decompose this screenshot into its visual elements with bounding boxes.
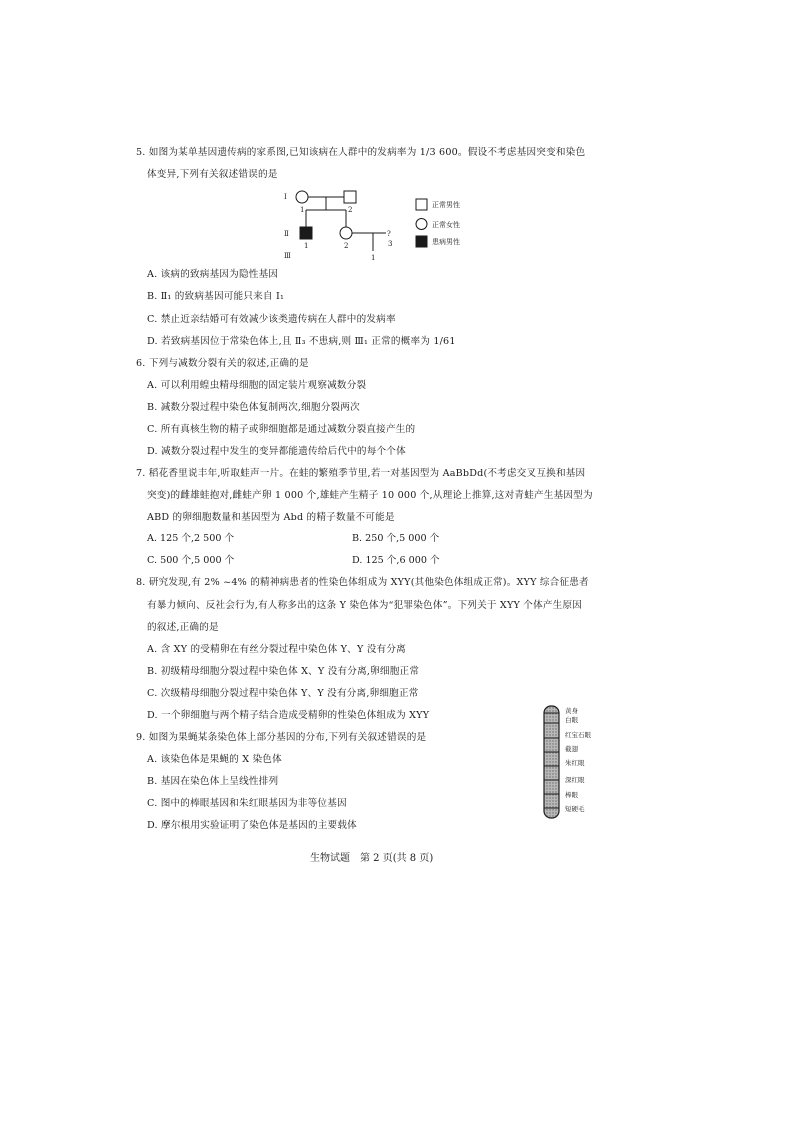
gene-label-ruby-eye: 红宝石眼 — [565, 731, 591, 739]
q5-stem-line2: 体变异,下列有关叙述错误的是 — [147, 169, 278, 180]
ii1-label: 1 — [304, 242, 309, 250]
q6-option-a: A. 可以利用蝗虫精母细胞的固定装片观察减数分裂 — [147, 380, 367, 391]
q6-option-b: B. 减数分裂过程中染色体复制两次,细胞分裂两次 — [147, 402, 360, 413]
q5-option-a: A. 该病的致病基因为隐性基因 — [147, 269, 279, 280]
iii1-label: 1 — [371, 254, 376, 262]
legend-normal-male-label: 正常男性 — [432, 201, 460, 209]
q8-option-a: A. 含 XY 的受精卵在有丝分裂过程中染色体 Y、Y 没有分离 — [147, 644, 406, 655]
gene-label-short-bristle: 短硬毛 — [565, 805, 585, 813]
q8-stem-line2: 有暴力倾向、反社会行为,有人称多出的这条 Y 染色体为“犯罪染色体”。下列关于 XYY 个体产生原因 — [147, 600, 583, 611]
page-footer: 生物试题 第 2 页(共 8 页) — [310, 853, 434, 864]
i2-normal-male — [344, 191, 356, 203]
q9-option-b: B. 基因在染色体上呈线性排列 — [147, 776, 279, 787]
q7-stem-line3: ABD 的卵细胞数量和基因型为 Abd 的精子数量不可能是 — [147, 512, 395, 523]
q8-option-c: C. 次级精母细胞分裂过程中染色体 Y、Y 没有分离,卵细胞正常 — [147, 688, 419, 699]
q7-option-a: A. 125 个,2 500 个 — [147, 533, 235, 544]
i2-label: 2 — [348, 206, 353, 214]
i1-normal-female — [296, 191, 308, 203]
ii2-normal-female — [340, 227, 352, 239]
legend-affected-male-label: 患病男性 — [432, 238, 460, 246]
gene-label-cut-wing: 截翅 — [565, 745, 578, 753]
gene-label-white-eye: 白眼 — [565, 716, 578, 724]
legend-normal-female-icon — [416, 219, 427, 230]
q5-stem-line1: 5. 如图为某单基因遗传病的家系图,已知该病在人群中的发病率为 1/3 600。假设不考虑基因突变和染色 — [136, 147, 586, 158]
legend-normal-male-icon — [416, 199, 427, 210]
q8-stem-line3: 的叙述,正确的是 — [147, 622, 219, 633]
q6-option-c: C. 所有真核生物的精子或卵细胞都是通过减数分裂直接产生的 — [147, 424, 416, 435]
gene-label-yellow-body: 黄身 — [565, 707, 578, 715]
gen-iii-label: Ⅲ — [284, 252, 291, 260]
q8-option-d: D. 一个卵细胞与两个精子结合造成受精卵的性染色体组成为 XYY — [147, 710, 430, 721]
legend-affected-male-icon — [416, 236, 427, 247]
q7-stem-line1: 7. 稻花香里说丰年,听取蛙声一片。在蛙的繁殖季节里,若一对基因型为 AaBbDd(不考虑交叉互换和基因 — [136, 468, 586, 479]
q7-stem-line2: 突变)的雌雄蛙抱对,雌蛙产卵 1 000 个,雄蛙产生精子 10 000 个,从理论上推算,这对青蛙产生基因型为 — [147, 490, 593, 501]
chromosome-figure — [540, 704, 620, 824]
gen-ii-label: Ⅱ — [284, 230, 289, 238]
q8-stem-line1: 8. 研究发现,有 2% ~4% 的精神病患者的性染色体组成为 XYY(其他染色体组成正常)。XYY 综合征患者 — [136, 577, 589, 588]
q5-option-d: D. 若致病基因位于常染色体上,且 Ⅱ₃ 不患病,则 Ⅲ₁ 正常的概率为 1/61 — [147, 336, 456, 347]
ii3-label-question: ? — [387, 230, 391, 238]
q7-option-c: C. 500 个,5 000 个 — [147, 555, 235, 566]
q9-option-d: D. 摩尔根用实验证明了染色体是基因的主要载体 — [147, 820, 357, 831]
gen-i-label: Ⅰ — [284, 193, 287, 201]
q5-option-c: C. 禁止近亲结婚可有效减少该类遗传病在人群中的发病率 — [147, 314, 396, 325]
i1-label: 1 — [300, 206, 305, 214]
q6-option-d: D. 减数分裂过程中发生的变异都能遗传给后代中的每个个体 — [147, 446, 406, 457]
gene-label-garnet-eye: 深红眼 — [565, 776, 585, 784]
q6-stem: 6. 下列与减数分裂有关的叙述,正确的是 — [136, 358, 309, 369]
q9-option-c: C. 图中的棒眼基因和朱红眼基因为非等位基因 — [147, 798, 347, 809]
q9-stem: 9. 如图为果蝇某条染色体上部分基因的分布,下列有关叙述错误的是 — [136, 732, 427, 743]
q7-option-d: D. 125 个,6 000 个 — [352, 555, 440, 566]
q5-option-b: B. Ⅱ₁ 的致病基因可能只来自 Ⅰ₁ — [147, 291, 284, 302]
ii1-affected-male — [300, 227, 312, 239]
pedigree-chart — [280, 186, 540, 266]
q7-option-b: B. 250 个,5 000 个 — [352, 533, 440, 544]
legend-normal-female-label: 正常女性 — [432, 221, 460, 229]
ii3-label: 3 — [388, 240, 393, 248]
q9-option-a: A. 该染色体是果蝇的 X 染色体 — [147, 754, 282, 765]
ii2-label: 2 — [344, 242, 349, 250]
q8-option-b: B. 初级精母细胞分裂过程中染色体 X、Y 没有分离,卵细胞正常 — [147, 666, 420, 677]
gene-label-vermilion-eye: 朱红眼 — [565, 759, 585, 767]
gene-label-bar-eye: 棒眼 — [565, 791, 578, 799]
